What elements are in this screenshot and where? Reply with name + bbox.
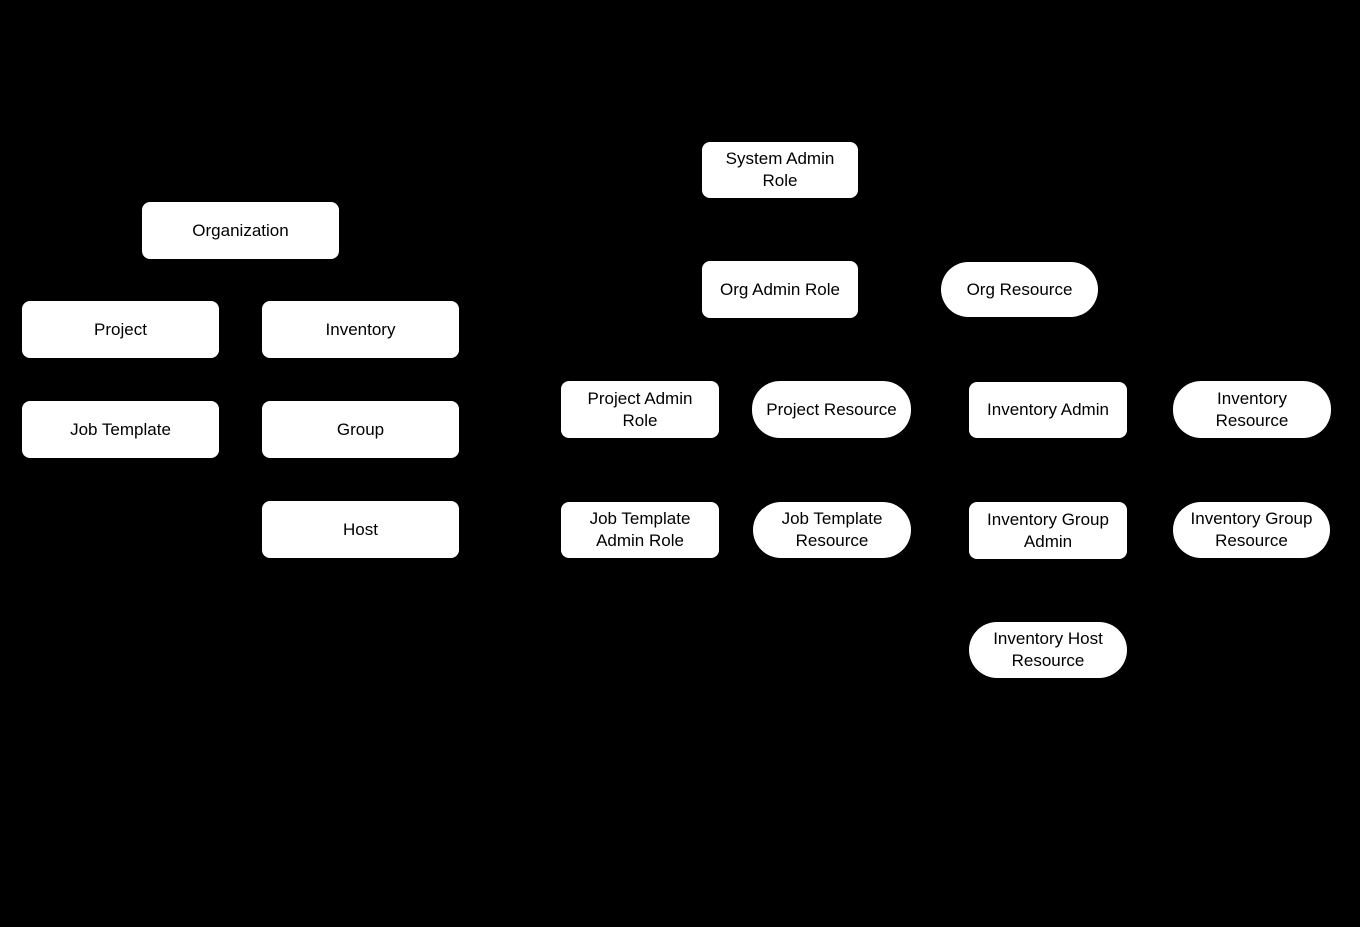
node-label-line: Project Resource (766, 399, 897, 419)
node-label (70, 419, 171, 441)
node-label (720, 279, 840, 301)
node-system-admin-role (702, 142, 858, 198)
node-label-line: Inventory (325, 319, 396, 339)
node-label-line: Resource (795, 531, 869, 550)
node-label (993, 628, 1103, 672)
node-label (987, 399, 1109, 421)
node-label-line: Host (343, 519, 378, 539)
node-label-line: System Admin (725, 149, 835, 168)
node-label (326, 319, 396, 341)
node-job-template-resource (753, 502, 911, 558)
node-label (337, 419, 384, 441)
node-label (192, 220, 288, 242)
node-label (782, 508, 883, 552)
node-job-template (22, 401, 219, 458)
node-label-line: Project (94, 319, 147, 339)
node-label-line: Job Template (781, 509, 883, 528)
node-org-resource (941, 262, 1098, 317)
node-label-line: Admin Role (596, 531, 684, 550)
node-label-line: Inventory Group (1190, 509, 1313, 528)
node-organization (142, 202, 339, 259)
node-inventory-group-resource (1173, 502, 1330, 558)
node-project-admin-role (561, 381, 719, 438)
node-inventory-admin (969, 382, 1127, 438)
node-label (967, 279, 1073, 301)
node-label (766, 399, 896, 421)
node-project (22, 301, 219, 358)
node-label (588, 388, 693, 432)
node-label-line: Job Template (70, 419, 171, 439)
node-label-line: Resource (1011, 651, 1085, 670)
node-inventory-host-resource (969, 622, 1127, 678)
node-label (726, 148, 835, 192)
node-label-line: Inventory Admin (987, 400, 1109, 419)
node-group (262, 401, 459, 458)
node-label-line: Inventory (1217, 388, 1287, 408)
node-label-line: Resource (1215, 531, 1288, 550)
node-label-line: Role (622, 410, 658, 430)
node-host (262, 501, 459, 558)
node-inventory-group-admin (969, 502, 1127, 559)
node-job-template-admin-role (561, 502, 719, 558)
node-label-line: Inventory Host (993, 629, 1103, 648)
node-label-line: Group (336, 419, 385, 439)
node-label-line: Org Resource (966, 279, 1073, 299)
node-label (343, 519, 378, 541)
node-inventory (262, 301, 459, 358)
node-label-line: Inventory Group (987, 509, 1109, 529)
node-label (94, 319, 147, 341)
node-label-line: Role (762, 171, 798, 190)
node-label (1191, 508, 1313, 552)
node-label-line: Admin (1023, 531, 1073, 551)
node-label-line: Job Template (589, 509, 691, 528)
node-org-admin-role (702, 261, 858, 318)
node-label-line: Resource (1215, 410, 1289, 430)
node-label-line: Project Admin (587, 388, 693, 408)
node-label-line: Org Admin Role (720, 279, 840, 299)
node-label (590, 508, 691, 552)
node-inventory-resource (1173, 381, 1331, 438)
node-project-resource (752, 381, 911, 438)
node-label-line: Organization (192, 220, 289, 240)
node-label (987, 509, 1109, 553)
node-label (1216, 388, 1289, 432)
